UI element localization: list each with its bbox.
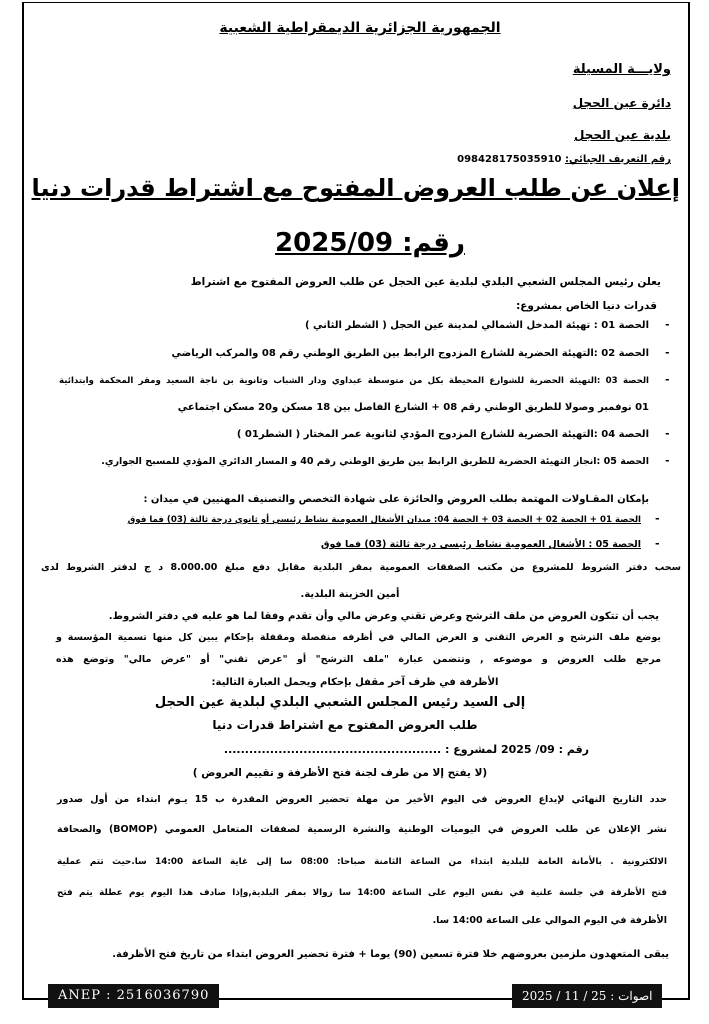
- envelope-note: (لا يفتح إلا من طرف لجنة فتح الأظرفة و تقييم العروض ): [192, 767, 488, 779]
- eligibility-item: الحصة 05 : الأشغال العمومية نشاط رئيسي درجة ثالثة (03) فما فوق: [320, 539, 641, 550]
- tax-id-label: رقم التعريف الجبائي:: [564, 154, 671, 165]
- announcement-number: رقم: 2025/09: [275, 228, 465, 258]
- republic-heading: الجمهورية الجزائرية الديمقراطية الشعبية: [219, 20, 501, 36]
- lot-item: الحصة 05 :انجاز التهيئة الحضرية للطريق الرابط بين طريق الوطني رقم 40 و المسار الدائري المؤدي للمسبح الجواري.: [101, 456, 649, 467]
- intro-line: يعلن رئيس المجلس الشعبي البلدي لبلدية عين الحجل عن طلب العروض المفتوح مع اشتراط: [190, 276, 661, 288]
- offers-line: الأظرفة في ظرف آخر مقفل بإحكام ويحمل العبارة التالية:: [211, 677, 499, 688]
- withdrawal-line: أمين الخزينة البلدية.: [300, 589, 400, 600]
- announcement-title: إعلان عن طلب العروض المفتوح مع اشتراط قدرات دنيا: [31, 174, 680, 202]
- tax-id: 098428175035910: [457, 154, 562, 165]
- envelope-subject: طلب العروض المفتوح مع اشتراط قدرات دنيا: [212, 718, 478, 732]
- bullet: -: [655, 512, 660, 525]
- bullet: -: [665, 318, 670, 331]
- bullet: -: [665, 454, 670, 467]
- envelope-recipient: إلى السيد رئيس المجلس الشعبي البلدي لبلدية عين الحجل: [154, 695, 526, 710]
- lot-item: الحصة 04 :التهيئة الحضرية للشارع المزدوج المؤدي لثانوية عمر المختار ( الشطر01 ): [236, 429, 649, 440]
- tax-id-row: [457, 152, 671, 168]
- eligibility-intro: بإمكان المقـاولات المهتمة بطلب العروض والحائزة على شهادة التخصص والتصنيف المهنيين في ميدان :: [143, 494, 649, 505]
- lot-item-continuation: 01 نوفمبر وصولا للطريق الوطني رقم 08 + الشارع الفاصل بين 18 مسكن و20 مسكن اجتماعي: [177, 402, 649, 413]
- bullet: -: [665, 346, 670, 359]
- daira: دائرة عين الحجل: [572, 96, 671, 110]
- envelope-reference: رقم : 09/ 2025 لمشروع : ....................................................: [223, 743, 589, 756]
- anep-reference: ANEP : 2516036790: [48, 984, 219, 1008]
- deadline-line: فتح الأظرفة في جلسة علنية في نفس اليوم على الساعة 14:00 سا زوالا بمقر البلدية,وإذا صادف هذا اليوم يوم عطلة يتم فتح: [57, 888, 668, 898]
- offers-line: يوضع ملف الترشح و العرض التقني و العرض المالي في أظرفه منفصلة ومقفلة بإحكام يبين كل منها تسمية المؤسسة و: [56, 632, 661, 643]
- eligibility-item: الحصة 01 + الحصة 02 + الحصة 03 + الحصة 04: ميدان الأشغال العمومية نشاط رئيسي أو ثانوي درجة ثالثة (03) فما فوق: [127, 515, 641, 525]
- validity-statement: يبقى المتعهدون ملزمين بعروضهم خلا فترة تسعين (90) يوما + فترة تحضير العروض ابتداء من تاريخ فتح الأظرفة.: [112, 949, 669, 960]
- wilaya: ولايـــة المسيلة: [572, 62, 671, 77]
- deadline-line: حدد التاريخ النهائي لإيداع العروض في اليوم الأخير من مهلة تحضير العروض المقدرة ب 15 يـوم ابتداء من أول صدور: [57, 794, 667, 805]
- lot-item: الحصة 03 :التهيئة الحضرية للشوارع المحيطة بكل من متوسطة عبداوي ودار الشباب وثانوية بن ناجة السعيد ومقر المحكمة وابتدائية: [59, 376, 649, 386]
- offers-line: مرجع طلب العروض و موضوعه , وتتضمن عبارة "ملف الترشح" أو "عرض تقني" أو "عرض مالي" وتوضع هذه: [56, 654, 661, 665]
- bullet: -: [665, 373, 670, 386]
- publication-source: اصوات : 25 / 11 / 2025: [512, 984, 662, 1008]
- baladia: بلدية عين الحجل: [574, 128, 671, 142]
- lot-item: الحصة 02 :التهيئة الحضرية للشارع المزدوج الرابط بين الطريق الوطني رقم 08 والمركب الرياضي: [171, 348, 649, 359]
- deadline-line: نشر الإعلان عن طلب العروض في اليوميات الوطنية والنشرة الرسمية لصفقات المتعامل العمومي (BOMOP) والصحافة: [57, 824, 667, 835]
- bullet: -: [665, 427, 670, 440]
- deadline-line: الأظرفة في اليوم الموالي على الساعة 14:00 سا.: [432, 915, 667, 926]
- withdrawal-line: سحب دفتر الشروط للمشروع من مكتب الصفقات العمومية بمقر البلدية مقابل دفع مبلغ 8.000.00 د ج لدفتر الشروط لدى: [41, 562, 681, 573]
- offers-line: يجب أن تتكون العروض من ملف الترشح وعرض تقني وعرض مالي وأن تقدم وفقا لما هو عليه في دفتر الشروط.: [108, 611, 659, 622]
- lot-item: الحصة 01 : تهيئة المدخل الشمالي لمدينة عين الحجل ( الشطر الثاني ): [304, 320, 649, 331]
- bullet: -: [655, 537, 660, 550]
- deadline-line: الالكترونية . بالأمانة العامة للبلدية ابتداء من الساعة الثامنة صباحا: 08:00 سا إلى غاية الساعة 14:00 سا.حيث تتم عملية: [57, 857, 667, 867]
- intro-line: قدرات دنيا الخاص بمشروع:: [516, 300, 657, 312]
